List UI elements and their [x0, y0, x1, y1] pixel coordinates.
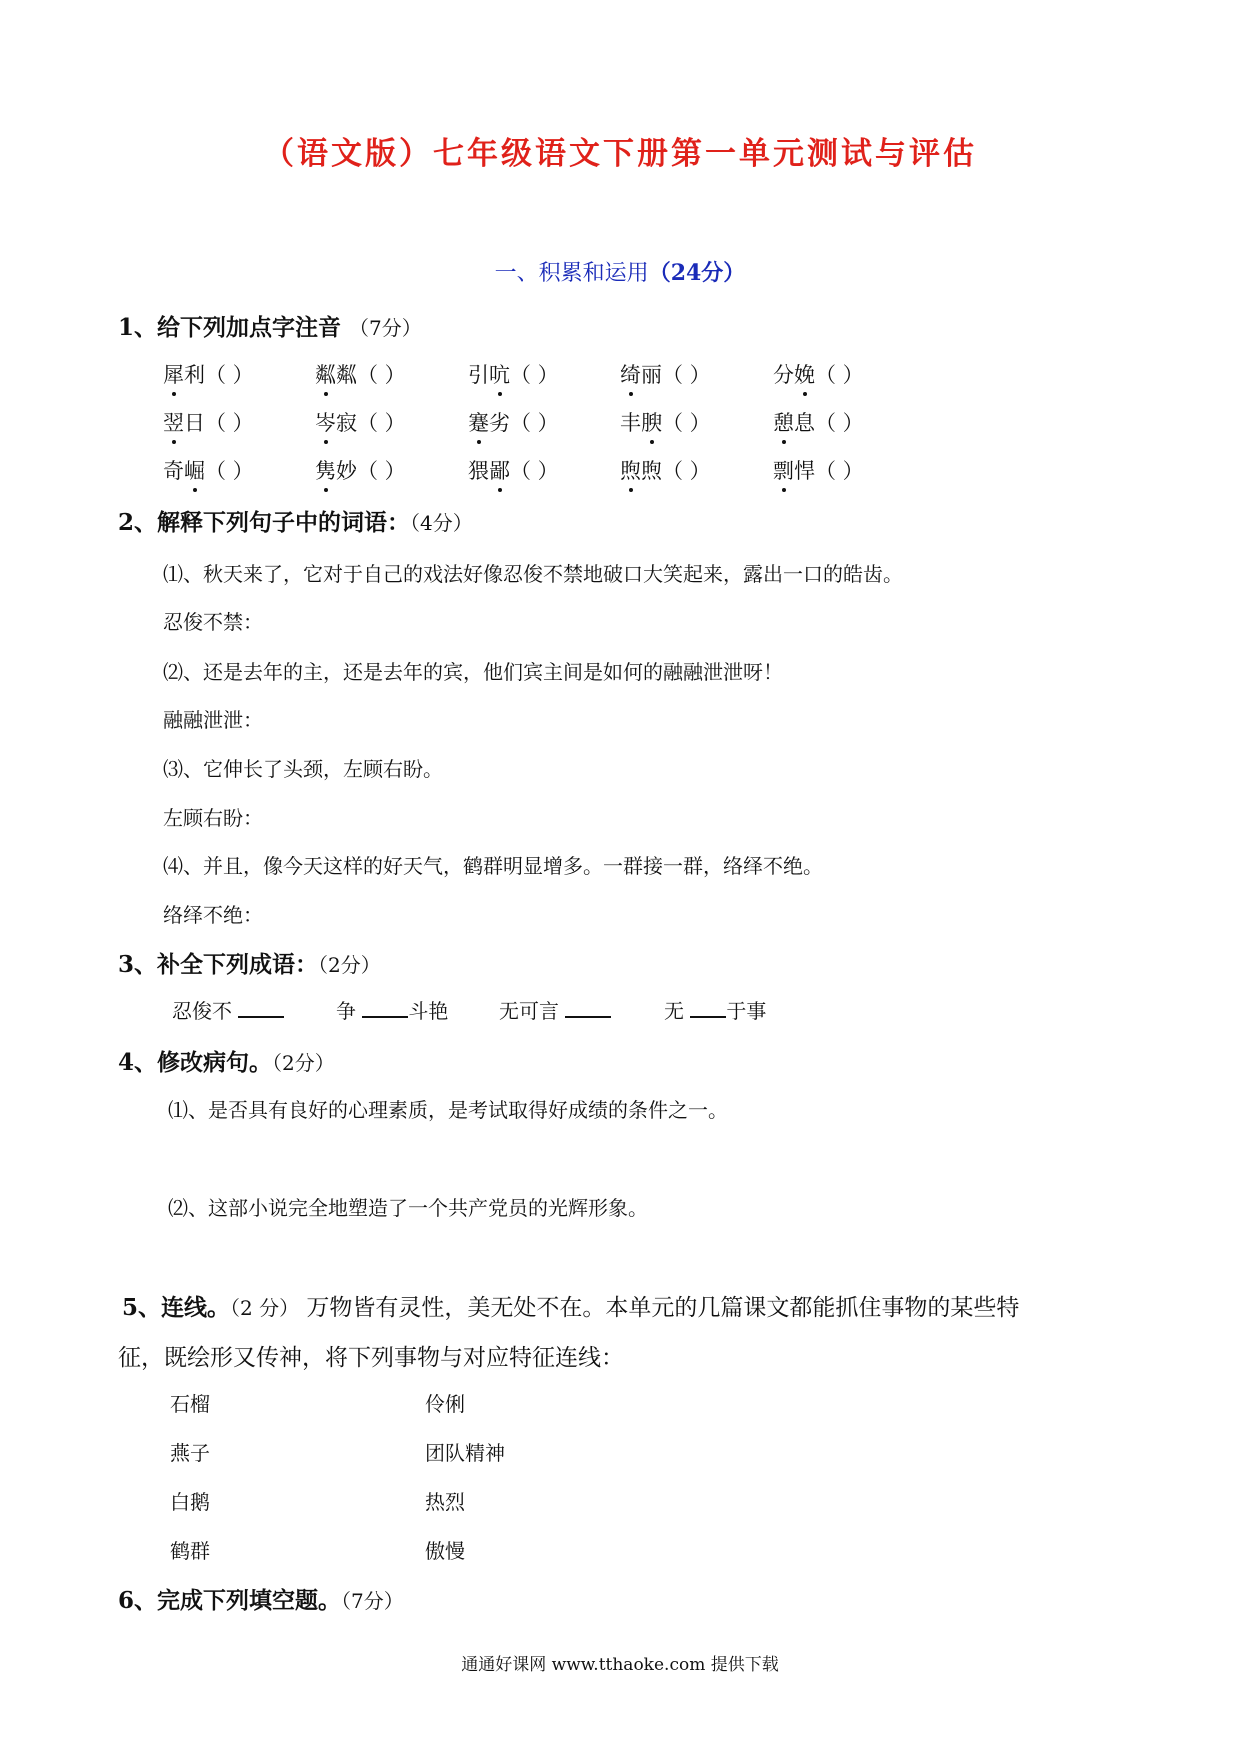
question-2-points: （4分） [410, 511, 473, 535]
dotted-character: 崛 [184, 455, 205, 485]
question-5-points: （2 分） [230, 1296, 300, 1320]
pinyin-item [773, 407, 864, 437]
pinyin-word-part: 引 [468, 363, 489, 387]
question-1-points: （7分） [349, 316, 422, 340]
pinyin-word-part: （ ） [815, 363, 864, 387]
q2-sentence-3: ⑶、它伸长了头颈，左顾右盼。 [163, 757, 443, 781]
idiom-4-suffix: 于事 [726, 999, 767, 1023]
pinyin-word-part: 日（ ） [184, 411, 254, 435]
pinyin-item [468, 359, 559, 389]
match-left-2[interactable]: 燕子 [170, 1441, 210, 1465]
match-left-4[interactable]: 鹤群 [170, 1539, 210, 1563]
question-5-heading [122, 1289, 1019, 1322]
pinyin-word-part: （ ） [205, 459, 254, 483]
dotted-character: 剽 [773, 455, 794, 485]
q2-term-2: 融融泄泄： [163, 708, 263, 732]
pinyin-word-part: 劣（ ） [489, 411, 559, 435]
dotted-character: 隽 [315, 455, 336, 485]
question-2-label: 2、解释下列句子中的词语： [118, 509, 411, 536]
pinyin-item [468, 407, 559, 437]
idiom-4 [664, 995, 766, 1024]
question-5-text-2: 征，既绘形又传神，将下列事物与对应特征连线： [118, 1345, 624, 1371]
question-6-points: （7分） [341, 1589, 404, 1613]
question-6-heading [118, 1582, 404, 1615]
pinyin-word-part: （ ） [510, 363, 559, 387]
pinyin-word-part: 丰 [620, 411, 641, 435]
dotted-character: 鄙 [489, 455, 510, 485]
match-right-2[interactable]: 团队精神 [425, 1441, 505, 1465]
question-3-heading [118, 946, 381, 979]
idiom-4-blank[interactable] [690, 996, 726, 1018]
pinyin-item [315, 359, 406, 389]
dotted-character: 岑 [315, 407, 336, 437]
idiom-2 [336, 995, 448, 1024]
idiom-1-blank[interactable] [238, 996, 284, 1018]
match-right-4[interactable]: 傲慢 [425, 1539, 465, 1563]
dotted-character: 憩 [773, 407, 794, 437]
dotted-character: 娩 [794, 359, 815, 389]
pinyin-word-part: 妙（ ） [336, 459, 406, 483]
question-1-label: 1、给下列加点字注音 [118, 314, 342, 341]
pinyin-item [620, 455, 711, 485]
pinyin-word-part: （ ） [510, 459, 559, 483]
dotted-character: 绮 [620, 359, 641, 389]
q2-term-3: 左顾右盼： [163, 806, 263, 830]
dotted-character: 腴 [641, 407, 662, 437]
pinyin-word-part: 悍（ ） [794, 459, 864, 483]
match-left-1[interactable]: 石榴 [170, 1392, 210, 1416]
question-4-points: （2分） [272, 1051, 335, 1075]
question-1-heading [118, 309, 422, 342]
q4-sentence-1: ⑴、是否具有良好的心理素质，是考试取得好成绩的条件之一。 [168, 1098, 728, 1122]
q2-sentence-2: ⑵、还是去年的主，还是去年的宾，他们宾主间是如何的融融泄泄呀！ [163, 660, 783, 684]
idiom-2-suffix: 斗艳 [408, 999, 449, 1023]
pinyin-word-part: （ ） [662, 411, 711, 435]
question-3-label: 3、补全下列成语： [118, 951, 319, 978]
question-4-heading [118, 1044, 335, 1077]
dotted-character: 蹇 [468, 407, 489, 437]
section-heading [0, 256, 1240, 287]
section-name: 一、积累和运用 [494, 261, 649, 286]
idiom-1-text: 忍俊不 [172, 999, 232, 1023]
pinyin-word-part: 寂（ ） [336, 411, 406, 435]
idiom-3-blank[interactable] [565, 996, 611, 1018]
pinyin-item [315, 407, 406, 437]
pinyin-item [163, 359, 254, 389]
dotted-character: 犀 [163, 359, 184, 389]
match-right-3[interactable]: 热烈 [425, 1490, 465, 1514]
dotted-character: 吭 [489, 359, 510, 389]
document-title: （语文版）七年级语文下册第一单元测试与评估 [263, 136, 977, 172]
dotted-character: 煦 [620, 455, 641, 485]
pinyin-word-part: 息（ ） [794, 411, 864, 435]
idiom-3-text: 无可言 [499, 999, 559, 1023]
page-footer: 通通好课网 www.tthaoke.com 提供下载 [461, 1655, 779, 1675]
dotted-character: 粼 [315, 359, 336, 389]
question-2-heading [118, 504, 473, 537]
q2-term-4: 络绎不绝： [163, 903, 263, 927]
pinyin-item [163, 455, 254, 485]
pinyin-item [620, 407, 711, 437]
pinyin-item [773, 359, 864, 389]
q2-term-1: 忍俊不禁： [163, 610, 263, 634]
pinyin-item [773, 455, 864, 485]
idiom-4-text: 无 [664, 999, 684, 1023]
pinyin-word-part: 利（ ） [184, 363, 254, 387]
question-5-label: 5、连线。 [122, 1294, 231, 1321]
q4-sentence-2: ⑵、这部小说完全地塑造了一个共产党员的光辉形象。 [168, 1196, 648, 1220]
match-right-1[interactable]: 伶俐 [425, 1392, 465, 1416]
pinyin-item [163, 407, 254, 437]
pinyin-word-part: 煦（ ） [641, 459, 711, 483]
idiom-2-blank[interactable] [362, 996, 408, 1018]
idiom-1 [172, 995, 284, 1024]
question-4-label: 4、修改病句。 [118, 1049, 273, 1076]
pinyin-word-part: 奇 [163, 459, 184, 483]
pinyin-item [620, 359, 711, 389]
q2-sentence-1: ⑴、秋天来了，它对于自己的戏法好像忍俊不禁地破口大笑起来，露出一口的皓齿。 [163, 562, 903, 586]
pinyin-item [468, 455, 559, 485]
question-6-label: 6、完成下列填空题。 [118, 1587, 342, 1614]
pinyin-item [315, 455, 406, 485]
question-5-text-1: 万物皆有灵性，美无处不在。本单元的几篇课文都能抓住事物的某些特 [306, 1295, 1020, 1321]
section-points: （24分） [648, 260, 746, 286]
question-3-points: （2分） [318, 953, 381, 977]
idiom-2-text: 争 [336, 999, 356, 1023]
pinyin-word-part: 分 [773, 363, 794, 387]
pinyin-word-part: 猥 [468, 459, 489, 483]
match-left-3[interactable]: 白鹅 [170, 1490, 210, 1514]
idiom-3 [499, 995, 611, 1024]
pinyin-word-part: 粼（ ） [336, 363, 406, 387]
dotted-character: 翌 [163, 407, 184, 437]
q2-sentence-4: ⑷、并且，像今天这样的好天气，鹤群明显增多。一群接一群，络绎不绝。 [163, 854, 823, 878]
pinyin-word-part: 丽（ ） [641, 363, 711, 387]
